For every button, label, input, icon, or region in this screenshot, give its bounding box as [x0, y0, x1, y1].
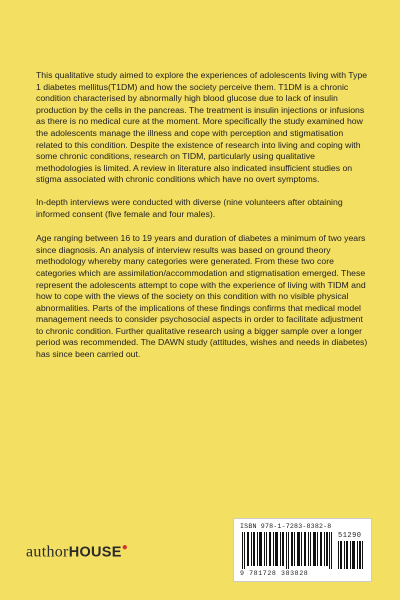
publisher-logo-dot-icon: ● [121, 542, 129, 553]
price-barcode-icon [338, 541, 364, 569]
blurb-paragraph-3: Age ranging between 16 to 19 years and duration of diabetes a minimum of two years since diagnosis. An analysis of interview results was based on ground theory methodology whereby many categories were generated. From these two core categories which are assimilation/accommodation and stigmatisation emerged. These represent the adolescents attempt to cope with the experience of living with TIDM and how to cope with the views of the society on this condition with no visible physical abnormalities. Parts of the implications of these findings confirms that medical model management needs to consider psychosocial aspects in order to facilitate adjustment to chronic condition. Further qualitative research using a bigger sample over a longer period was recommended. The DAWN study (attitudes, wishes and needs in diabetes) has since been carried out. [36, 233, 368, 360]
price-code: 51290 [338, 532, 362, 540]
publisher-logo-house: HOUSE [68, 544, 122, 561]
isbn-barcode [233, 518, 372, 582]
isbn-number: 9 781728 383828 [240, 570, 309, 577]
ean-barcode-icon [242, 532, 332, 569]
blurb-paragraph-2: In-depth interviews were conducted with diverse (nine volunteers after obtaining informed consent (five female and four males). [36, 196, 343, 219]
blurb-paragraph-1: This qualitative study aimed to explore the experiences of adolescents living with Type 1 diabetes mellitus(T1DM) and how the society perceive them. T1DM is a chronic condition characterised by abnormally high blood glucose due to lack of insulin production by the cells in the pancreas. The treatment is insulin injections or infusions as there is no medical cure at the moment. More specifically the study examined how the adolescents manage the illness and cope with perception and stigmatisation related to this condition. Despite the existence of research into living and coping with some chronic conditions, research on TIDM, particularly using qualitative methodologies is limited. A review in literature also indicated insufficient studies on stigma associated with chronic conditions which have no overt symptoms. [36, 70, 368, 185]
publisher-logo-author: author [26, 543, 69, 561]
isbn-label: ISBN 978-1-7283-8382-8 [240, 523, 332, 530]
blurb-text [36, 70, 368, 372]
publisher-logo [26, 542, 128, 561]
